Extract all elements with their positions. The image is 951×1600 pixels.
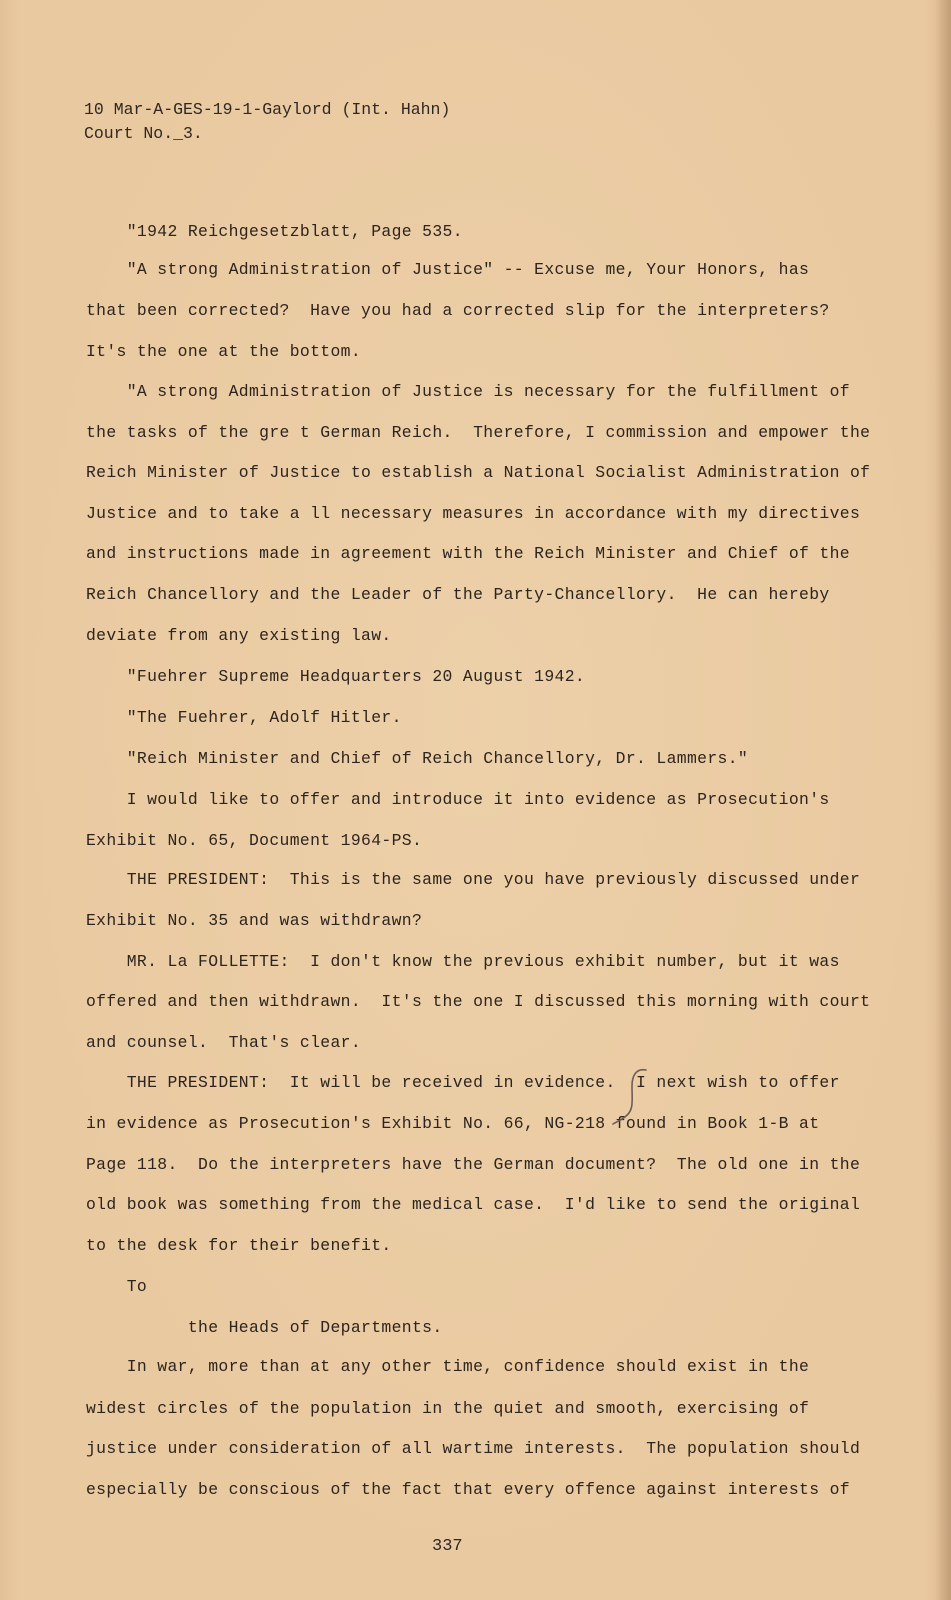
transcript-line: old book was something from the medical case. I'd like to send the original bbox=[86, 1195, 861, 1214]
transcript-line: Reich Chancellory and the Leader of the Party-Chancellory. He can hereby bbox=[86, 585, 830, 604]
transcript-line: offered and then withdrawn. It's the one I discussed this morning with court bbox=[86, 992, 871, 1011]
transcript-line: "A strong Administration of Justice is necessary for the fulfillment of bbox=[86, 382, 850, 401]
transcript-line: to the desk for their benefit. bbox=[86, 1236, 392, 1255]
page-number: 337 bbox=[432, 1537, 463, 1556]
transcript-line: that been corrected? Have you had a corrected slip for the interpreters? bbox=[86, 301, 830, 320]
page-edge-shadow bbox=[935, 0, 951, 1600]
transcript-line: "The Fuehrer, Adolf Hitler. bbox=[86, 708, 402, 727]
pen-mark-icon bbox=[612, 1066, 652, 1128]
transcript-line: Reich Minister of Justice to establish a National Socialist Administration of bbox=[86, 463, 871, 482]
transcript-line: I would like to offer and introduce it into evidence as Prosecution's bbox=[86, 790, 830, 809]
transcript-line: "A strong Administration of Justice" -- Excuse me, Your Honors, has bbox=[86, 260, 810, 279]
transcript-line: justice under consideration of all wartime interests. The population should bbox=[86, 1439, 861, 1458]
transcript-line: MR. La FOLLETTE: I don't know the previous exhibit number, but it was bbox=[86, 952, 840, 971]
transcript-line: It's the one at the bottom. bbox=[86, 342, 362, 361]
transcript-line: Justice and to take a ll necessary measures in accordance with my directives bbox=[86, 504, 861, 523]
header-line-1: 10 Mar-A-GES-19-1-Gaylord (Int. Hahn) bbox=[84, 100, 451, 119]
transcript-line: deviate from any existing law. bbox=[86, 626, 392, 645]
transcript-line: "Fuehrer Supreme Headquarters 20 August 1942. bbox=[86, 667, 586, 686]
header-line-2: Court No._3. bbox=[84, 124, 203, 143]
transcript-line: the Heads of Departments. bbox=[86, 1318, 443, 1337]
transcript-line: and counsel. That's clear. bbox=[86, 1033, 362, 1052]
transcript-line: "1942 Reichgesetzblatt, Page 535. bbox=[86, 222, 463, 241]
document-header bbox=[84, 98, 450, 146]
transcript-line: and instructions made in agreement with the Reich Minister and Chief of the bbox=[86, 544, 850, 563]
transcript-line: In war, more than at any other time, confidence should exist in the bbox=[86, 1357, 810, 1376]
transcript-line: To bbox=[86, 1277, 148, 1296]
transcript-line: widest circles of the population in the quiet and smooth, exercising of bbox=[86, 1399, 810, 1418]
transcript-line: Page 118. Do the interpreters have the German document? The old one in the bbox=[86, 1155, 861, 1174]
transcript-line: in evidence as Prosecution's Exhibit No. 66, NG-218 found in Book 1-B at bbox=[86, 1114, 820, 1133]
transcript-line: THE PRESIDENT: This is the same one you have previously discussed under bbox=[86, 870, 861, 889]
transcript-line: especially be conscious of the fact that every offence against interests of bbox=[86, 1480, 850, 1499]
transcript-line: "Reich Minister and Chief of Reich Chancellory, Dr. Lammers." bbox=[86, 749, 749, 768]
transcript-line: Exhibit No. 35 and was withdrawn? bbox=[86, 911, 423, 930]
transcript-line: Exhibit No. 65, Document 1964-PS. bbox=[86, 831, 423, 850]
transcript-line: THE PRESIDENT: It will be received in evidence. I next wish to offer bbox=[86, 1073, 840, 1092]
transcript-line: the tasks of the gre t German Reich. Therefore, I commission and empower the bbox=[86, 423, 871, 442]
